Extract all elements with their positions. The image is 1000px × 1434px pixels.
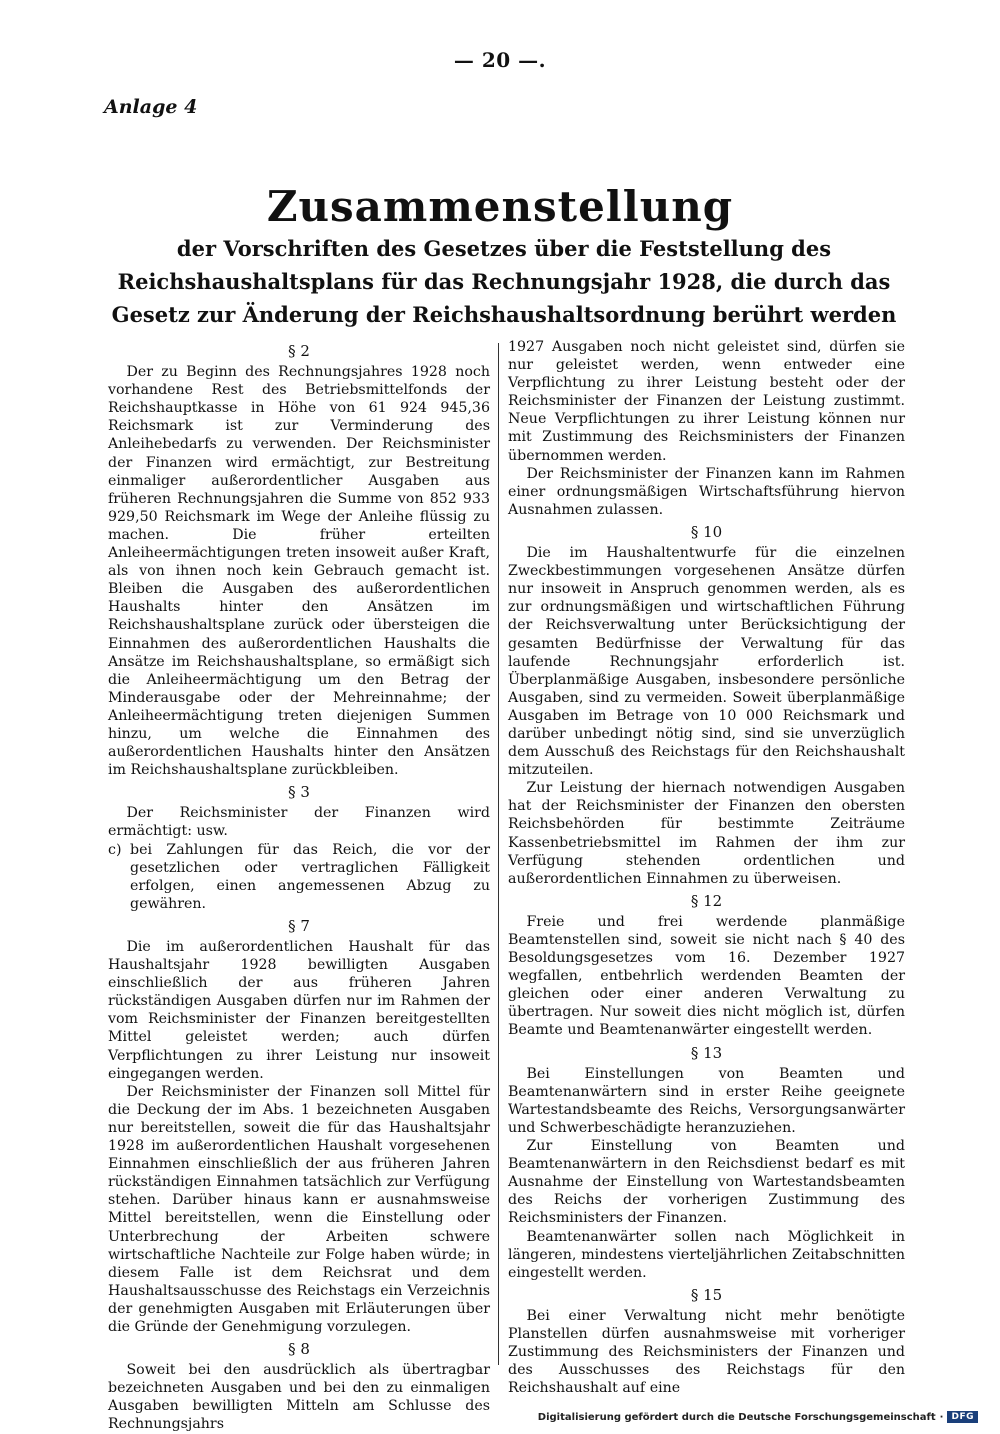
section-10-paragraph-2: Zur Leistung der hiernach notwendigen Ausgaben hat der Reichsminister der Finanzen den obersten Reichsbehörden für bestimmte Zeiträume Kassenbetriebsmittel im Rahmen der ihm zur Verfügung stehenden ordentlichen und außerordentlichen Einnahmen zu überweisen. xyxy=(508,780,905,887)
section-heading-3: § 3 xyxy=(288,783,310,802)
section-12-paragraph: Freie und frei werdende planmäßige Beamtenstellen sind, soweit sie nicht nach § 40 des Besoldungsgesetzes vom 16. Dezember 1927 wegfallen, entbehrlich werdenden Beamten der gleichen oder einer anderen Verwaltung zu übertragen. Nur soweit dies nicht möglich ist, dürfen Beamte und Beamtenanwärter eingestellt werden. xyxy=(508,913,905,1039)
document-title: Zusammenstellung xyxy=(266,182,734,231)
section-10-paragraph-1: Die im Haushaltentwurfe für die einzelnen Zweckbestimmungen vorgesehenen Ansätze dürfen nur insoweit in Anspruch genommen werden, als es zur ordnungsmäßigen und wirtschaftlichen Führung der Reichsverwaltung unter Berücksichtigung der gesamten Bedürfnisse der Verwaltung für das laufende Rechnungsjahr erforderlich ist. Überplanmäßige Ausgaben, insbesondere persönliche Ausgaben, sind zu vermeiden. Soweit überplanmäßige Ausgaben im Betrage von 10 000 Reichsmark und darüber unbedingt nötig sind, sind sie unverzüglich dem Ausschuß des Reichstags für den Reichshaushalt mitzuteilen. xyxy=(508,545,905,779)
section-heading-15: § 15 xyxy=(690,1285,723,1304)
section-8-paragraph-end: 1927 Ausgaben noch nicht geleistet sind, dürfen sie nur geleistet werden, wenn entweder eine Verpflichtung zu ihrer Leistung besteht oder der Reichsminister der Finanzen der Leistung zustimmt. Neue Verpflichtungen zu ihrer Leistung können nur mit Zustimmung des Reichsministers der Finanzen übernommen werden. xyxy=(508,339,905,464)
section-13-paragraph-2: Zur Einstellung von Beamten und Beamtenanwärtern in den Reichsdienst bedarf es mit Ausnahme der Einstellung von Wartestandsbeamten des Reichs der vorherigen Zustimmung des Reichsministers der Finanzen. xyxy=(508,1138,905,1227)
document-subtitle: der Vorschriften des Gesetzes über die Feststellung des Reichshaushaltsplans für das Rechnungsjahr 1928, die durch das Gesetz zur Änderung der Reichshaushaltsordnung berührt werden xyxy=(111,236,897,327)
annex-label: Anlage 4 xyxy=(104,96,198,118)
column-divider xyxy=(498,343,499,1365)
section-heading-8: § 8 xyxy=(288,1340,310,1359)
section-heading-2: § 2 xyxy=(288,342,310,360)
section-13-paragraph-3: Beamtenanwärter sollen nach Möglichkeit in längeren, mindestens vierteljährlichen Zeitabschnitten eingestellt werden. xyxy=(508,1228,905,1281)
section-13-paragraph-1: Bei Einstellungen von Beamten und Beamtenanwärtern sind in erster Reihe geeignete Wartestandsbeamte des Reichs, Versorgungsanwärter und Schwerbeschädigte heranzuziehen. xyxy=(508,1065,905,1136)
footer-text: Digitalisierung gefördert durch die Deutsche Forschungsgemeinschaft xyxy=(537,1411,936,1423)
footer-separator: · xyxy=(939,1411,944,1423)
section-3-paragraph: Der Reichsminister der Finanzen wird ermächtigt: usw. xyxy=(108,805,490,840)
dfg-logo: DFG xyxy=(947,1411,978,1423)
section-2-paragraph: Der zu Beginn des Rechnungsjahres 1928 noch vorhandene Rest des Betriebsmittelfonds der Reichshauptkasse in Höhe von 61 924 945,36 Reichsmark ist zur Verminderung des Anleihebedarfs zu verwenden. Der Reichsminister der Finanzen wird ermächtigt, zur Bestreitung einmaliger außerordentlicher Ausgaben aus früheren Rechnungsjahren die Summe von 852 933 929,50 Reichsmark im Wege der Anleihe flüssig zu machen. Die früher erteilten Anleiheermächtigungen treten insoweit außer Kraft, als von ihnen noch kein Gebrauch gemacht ist. Bleiben die Ausgaben des außerordentlichen Haushalts hinter den Ansätzen im Reichshaushaltsplane zurück oder übersteigen die Einnahmen des außerordentlichen Haushalts die Ansätze im Reichshaushaltsplane, so ermäßigt sich die Anleiheermächtigung um den Betrag der Minderausgabe oder der Mehreinnahme; der Anleiheermächtigung treten diejenigen Summen hinzu, um welche die Einnahmen des außerordentlichen Haushalts hinter den Ansätzen im Reichshaushaltsplane zurückbleiben. xyxy=(108,364,490,779)
section-heading-12: § 12 xyxy=(690,891,723,910)
section-heading-7: § 7 xyxy=(288,916,310,935)
section-8-paragraph-2: Der Reichsminister der Finanzen kann im Rahmen einer ordnungsmäßigen Wirtschaftsführung hiervon Ausnahmen zulassen. xyxy=(508,465,905,518)
section-heading-10: § 10 xyxy=(690,522,723,541)
section-15-paragraph-start: Bei einer Verwaltung nicht mehr benötigte Planstellen dürfen ausnahmsweise mit vorheriger Zustimmung des Reichsministers der Finanzen und des Ausschusses des Reichstags für den Reichshaushalt auf eine xyxy=(508,1307,905,1397)
page-number: — 20 —. xyxy=(453,48,547,72)
section-heading-13: § 13 xyxy=(690,1043,723,1062)
section-7-paragraph-2: Der Reichsminister der Finanzen soll Mittel für die Deckung der im Abs. 1 bezeichneten Ausgaben nur bereitstellen, soweit die für das Haushaltsjahr 1928 im außerordentlichen Haushalt vorgesehenen Einnahmen einschließlich der aus früheren Jahren rückständigen Einnahmen tatsächlich zur Verfügung stehen. Darüber hinaus kann er ausnahmsweise Mittel bereitstellen, wenn die Einstellung oder Unterbrechung der Arbeiten schwere wirtschaftliche Nachteile zur Folge haben würde; in diesem Falle ist dem Reichsrat und dem Haushaltsausschusse des Reichstags ein Verzeichnis der genehmigten Ausgaben mit Erläuterungen über die Gründe der Genehmigung vorzulegen. xyxy=(108,1083,490,1335)
footer-credit xyxy=(538,1411,978,1423)
section-8-paragraph-start: Soweit bei den ausdrücklich als übertragbar bezeichneten Ausgaben und bei den zu einmaligen Ausgaben bewilligten Mitteln am Schlusse des Rechnungsjahrs xyxy=(108,1362,490,1433)
left-column xyxy=(108,338,490,1434)
section-7-paragraph-1: Die im außerordentlichen Haushalt für das Haushaltsjahr 1928 bewilligten Ausgaben einschließlich der aus früheren Jahren rückständigen Ausgaben dürfen nur im Rahmen der vom Reichsminister der Finanzen bereitgestellten Mittel geleistet werden; auch dürfen Verpflichtungen zu ihrer Leistung nur insoweit eingegangen werden. xyxy=(108,939,490,1082)
right-column xyxy=(508,338,905,1397)
list-item-text: bei Zahlungen für das Reich, die vor der gesetzlichen oder vertraglichen Fälligkeit erfolgen, einen angemessenen Abzug zu gewähren. xyxy=(130,841,490,912)
list-marker: c) xyxy=(108,841,122,858)
section-3-list-item xyxy=(108,841,490,913)
